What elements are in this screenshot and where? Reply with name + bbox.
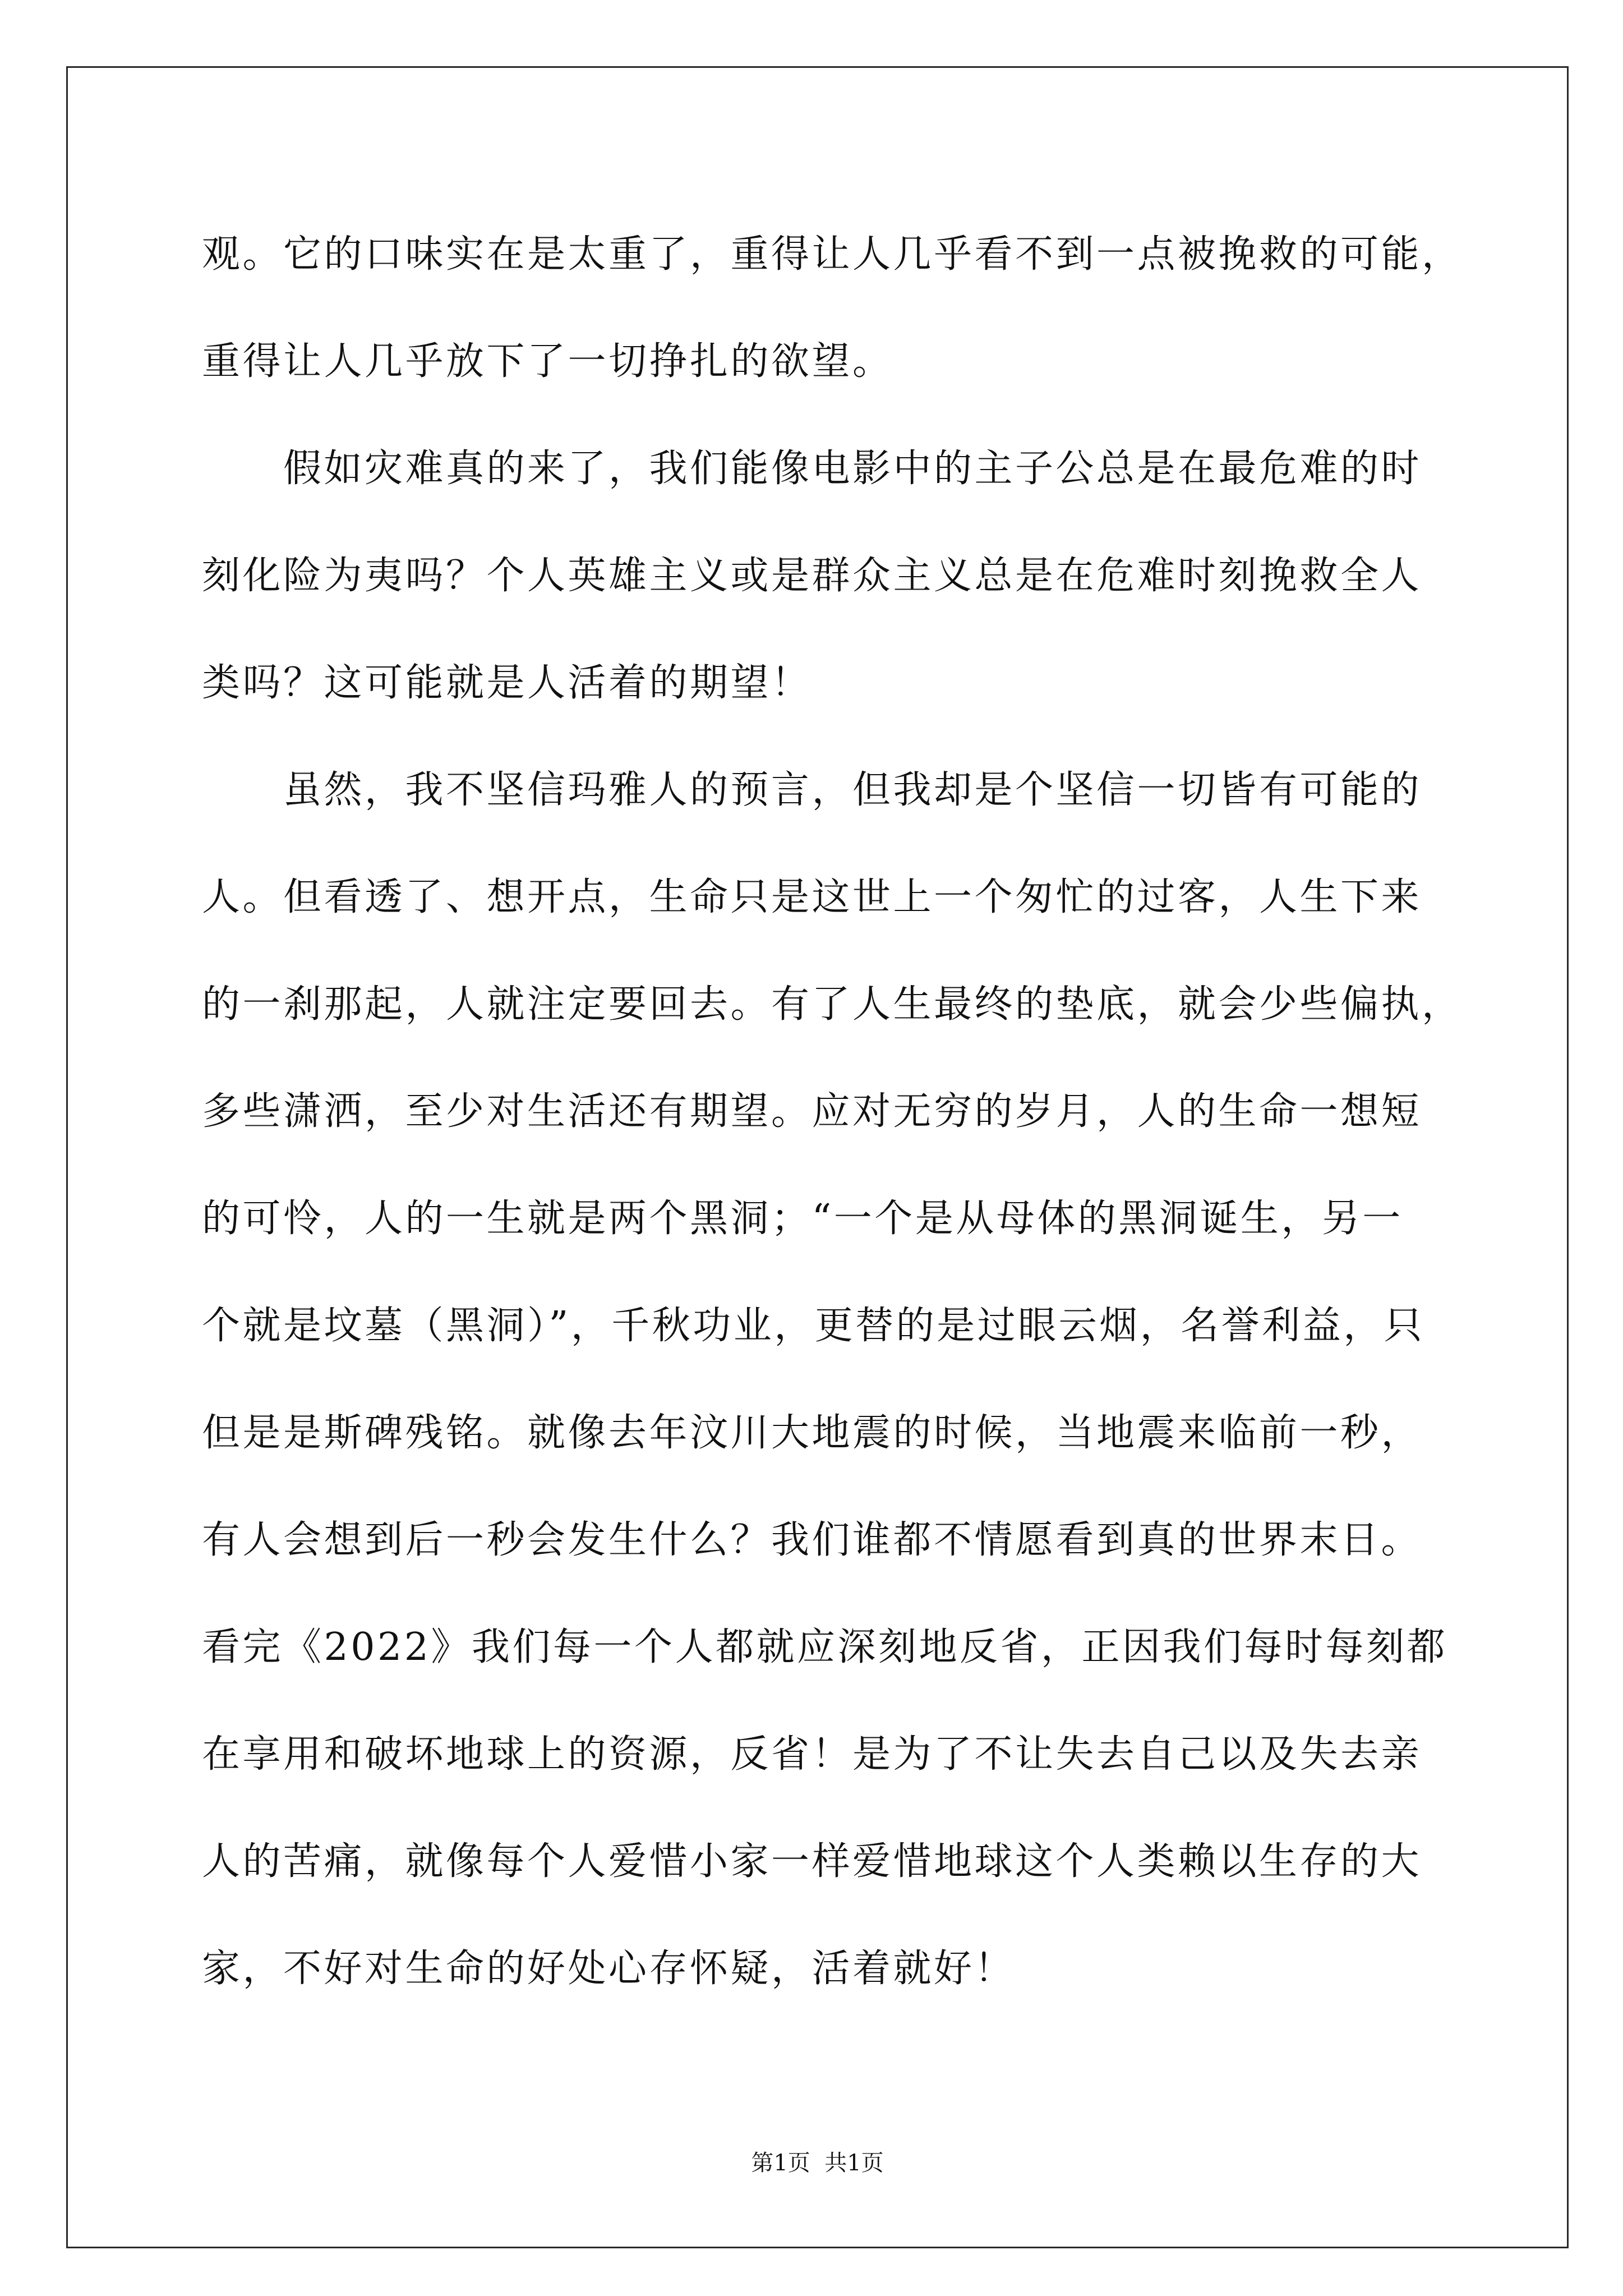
text-line: 个就是坟墓（黑洞）”，千秋功业，更替的是过眼云烟，名誉利益，只 <box>202 1304 1425 1348</box>
text-line: 的一刹那起，人就注定要回去。有了人生最终的垫底，就会少些偏执， <box>202 982 1463 1027</box>
paragraph <box>202 737 1548 2022</box>
text-line: 类吗？这可能就是人活着的期望！ <box>202 661 812 705</box>
text-line: 重得让人几乎放下了一切挣扎的欲望。 <box>202 339 893 384</box>
document-body <box>202 201 1548 2022</box>
text-line: 家，不好对生命的好处心存怀疑，活着就好！ <box>202 1947 1016 1991</box>
text-line: 但是是斯碑残铭。就像去年汶川大地震的时候，当地震来临前一秒， <box>202 1411 1422 1455</box>
text-line: 人的苦痛，就像每个人爱惜小家一样爱惜地球这个人类赖以生存的大 <box>202 1839 1422 1884</box>
text-line: 在享用和破坏地球上的资源，反省！是为了不让失去自己以及失去亲 <box>202 1732 1422 1777</box>
text-line: 刻化险为夷吗？个人英雄主义或是群众主义总是在危难时刻挽救全人 <box>202 554 1422 598</box>
page-footer: 第1页 共1页 <box>751 2150 884 2176</box>
text-line: 有人会想到后一秒会发生什么？我们谁都不情愿看到真的世界末日。 <box>202 1518 1422 1562</box>
paragraph <box>202 415 1548 737</box>
text-line: 虽然，我不坚信玛雅人的预言，但我却是个坚信一切皆有可能的 <box>283 768 1422 812</box>
text-line: 的可怜，人的一生就是两个黑洞；“一个是从母体的黑洞诞生，另一 <box>202 1197 1403 1241</box>
text-line: 看完《2022》我们每一个人都就应深刻地反省，正因我们每时每刻都 <box>202 1625 1448 1669</box>
text-line: 假如灾难真的来了，我们能像电影中的主子公总是在最危难的时 <box>283 447 1422 491</box>
text-line: 多些潇洒，至少对生活还有期望。应对无穷的岁月，人的生命一想短 <box>202 1089 1422 1134</box>
text-line: 观。它的口味实在是太重了，重得让人几乎看不到一点被挽救的可能， <box>202 232 1463 277</box>
text-line: 人。但看透了、想开点，生命只是这世上一个匆忙的过客，人生下来 <box>202 875 1422 919</box>
paragraph <box>202 201 1548 415</box>
